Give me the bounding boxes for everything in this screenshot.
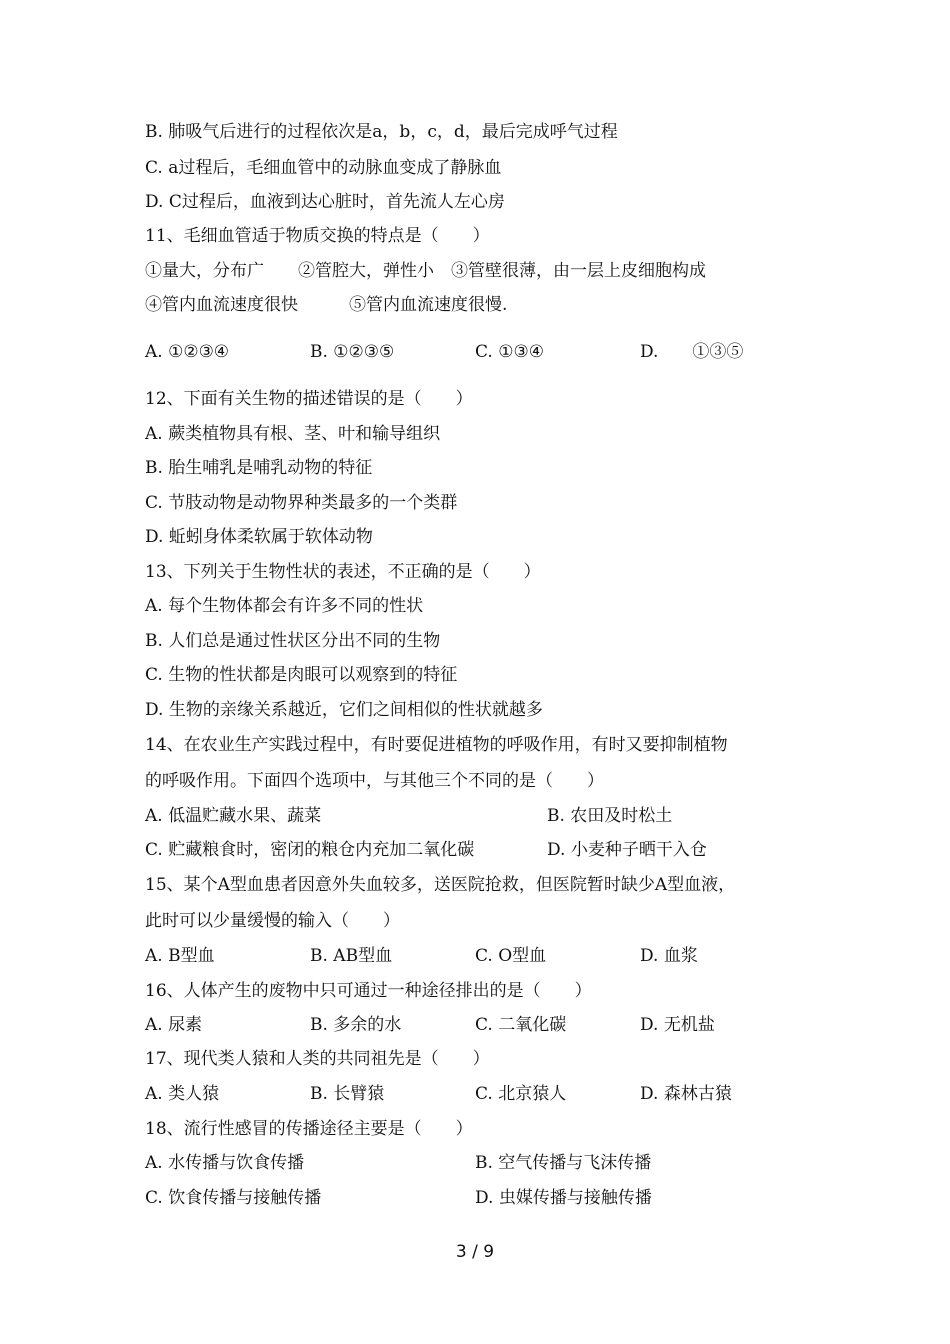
option-c: C. O型血 [475, 946, 547, 966]
option-c: C. 北京猿人 [475, 1084, 567, 1104]
question-stem-cont: 的呼吸作用。下面四个选项中，与其他三个不同的是（ ） [145, 771, 604, 791]
option-b: B. 胎生哺乳是哺乳动物的特征 [145, 458, 373, 478]
option-d: D. ①③⑤ [640, 342, 744, 362]
option-c: C. 二氧化碳 [475, 1015, 567, 1035]
option-b: B. ①②③⑤ [310, 342, 395, 362]
option-d: D. C过程后，血液到达心脏时，首先流人左心房 [145, 192, 505, 212]
option-d: D. 森林古猿 [640, 1084, 732, 1104]
options-row [145, 945, 850, 967]
option-c: C. 节肢动物是动物界种类最多的一个类群 [145, 493, 458, 513]
option-b: B. 长臂猿 [310, 1084, 385, 1104]
option-d: D. 小麦种子晒干入仓 [547, 840, 707, 860]
option-d: D. 蚯蚓身体柔软属于软体动物 [145, 527, 373, 547]
option-b: B. 农田及时松土 [547, 806, 673, 826]
option-d: D. 无机盐 [640, 1015, 715, 1035]
question-stem-cont: 此时可以少量缓慢的输入（ ） [145, 911, 400, 931]
option-c: C. ①③④ [475, 342, 544, 362]
question-stem: 17、现代类人猿和人类的共同祖先是（ ） [145, 1049, 490, 1069]
question-stem: 16、人体产生的废物中只可通过一种途径排出的是（ ） [145, 981, 592, 1001]
question-items: ①量大，分布广 ②管腔大，弹性小 ③管壁很薄，由一层上皮细胞构成 [145, 261, 706, 281]
option-a: A. ①②③④ [145, 342, 230, 362]
option-b: B. 空气传播与飞沫传播 [475, 1153, 652, 1173]
option-d: D. 虫媒传播与接触传播 [475, 1188, 652, 1208]
option-a: A. 水传播与饮食传播 [145, 1153, 305, 1173]
options-row [145, 1152, 850, 1174]
options-row [145, 1187, 850, 1209]
option-c: C. 贮藏粮食时，密闭的粮仓内充加二氧化碳 [145, 840, 475, 860]
options-row [145, 341, 850, 363]
option-b: B. AB型血 [310, 946, 393, 966]
option-a: A. 类人猿 [145, 1084, 220, 1104]
options-row [145, 1014, 850, 1036]
option-a: A. 低温贮藏水果、蔬菜 [145, 806, 322, 826]
option-b: B. 肺吸气后进行的过程依次是a，b，c，d，最后完成呼气过程 [145, 122, 618, 142]
option-b: B. 多余的水 [310, 1015, 402, 1035]
option-a: A. 尿素 [145, 1015, 203, 1035]
question-items: ④管内血流速度很快 ⑤管内血流速度很慢. [145, 295, 508, 315]
option-a: A. 蕨类植物具有根、茎、叶和输导组织 [145, 424, 441, 444]
option-d: D. 血浆 [640, 946, 698, 966]
question-stem: 18、流行性感冒的传播途径主要是（ ） [145, 1119, 473, 1139]
question-stem: 11、毛细血管适于物质交换的特点是（ ） [145, 226, 490, 246]
option-d: D. 生物的亲缘关系越近，它们之间相似的性状就越多 [145, 700, 543, 720]
options-row [145, 805, 850, 827]
options-row [145, 839, 850, 861]
question-stem: 13、下列关于生物性状的表述，不正确的是（ ） [145, 562, 541, 582]
question-stem: 15、某个A型血患者因意外失血较多，送医院抢救，但医院暂时缺少A型血液， [145, 875, 736, 895]
question-stem: 14、在农业生产实践过程中，有时要促进植物的呼吸作用，有时又要抑制植物 [145, 735, 728, 755]
option-c: C. 饮食传播与接触传播 [145, 1188, 322, 1208]
option-a: A. B型血 [145, 946, 215, 966]
option-c: C. a过程后，毛细血管中的动脉血变成了静脉血 [145, 158, 502, 178]
question-stem: 12、下面有关生物的描述错误的是（ ） [145, 389, 473, 409]
option-c: C. 生物的性状都是肉眼可以观察到的特征 [145, 665, 458, 685]
option-b: B. 人们总是通过性状区分出不同的生物 [145, 631, 441, 651]
option-a: A. 每个生物体都会有许多不同的性状 [145, 596, 424, 616]
options-row [145, 1083, 850, 1105]
page-number: 3 / 9 [455, 1242, 495, 1262]
